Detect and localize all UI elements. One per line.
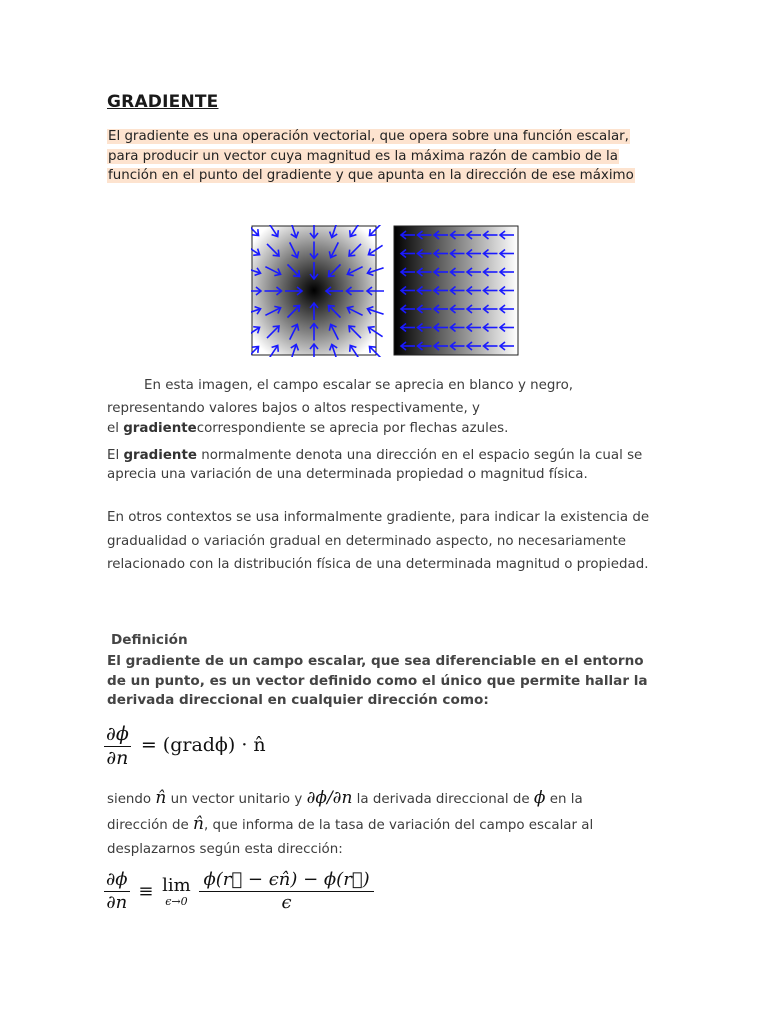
intro-paragraph [107, 127, 667, 186]
p2-prefix: El [107, 448, 124, 463]
p4-math-derivative: ∂ϕ/∂n [306, 788, 353, 808]
p1-line-1: En esta imagen, el campo escalar se aprecia en blanco y negro, [144, 378, 574, 393]
p4-math-nhat: n̂ [155, 788, 167, 808]
p4-line-1 [107, 786, 707, 812]
p2-bold-term: gradiente [123, 448, 197, 463]
intro-line-3: función en el punto del gradiente y que apunta en la dirección de ese máximo [108, 168, 634, 183]
p4-t5: dirección de [107, 818, 194, 833]
equation-limit-definition [104, 870, 374, 913]
intro-line-1: El gradiente es una operación vectorial, que opera sobre una función escalar, [108, 129, 629, 144]
eq2-rhs-denominator: ϵ [281, 891, 292, 913]
page-title: GRADIENTE [107, 92, 219, 112]
p4-t3: la derivada direccional de [352, 792, 534, 807]
intro-line-2: para producir un vector cuya magnitud es la máxima razón de cambio de la [108, 148, 618, 164]
p4-math-phi: ϕ [533, 788, 546, 808]
p1-line-3 [107, 419, 667, 439]
eq1-rhs: = (gradϕ) · n̂ [140, 734, 266, 757]
paragraph-other-contexts: En otros contextos se usa informalmente gradiente, para indicar la existencia de gradualidad o variación gradual en determinado aspecto, no necesariamente relacionado con la distribución física de una determinada magnitud o propiedad. [107, 510, 650, 572]
p4-t6: , que informa de la tasa de variación del campo escalar al [204, 818, 594, 833]
eq2-lhs-numerator: ∂ϕ [106, 869, 128, 890]
p1-suffix: correspondiente se aprecia por flechas azules. [196, 421, 509, 436]
definition-body: El gradiente de un campo escalar, que sea diferenciable en el entorno de un punto, es un vector definido como el único que permite hallar la derivada direccional en cualquier dirección como: [107, 653, 648, 708]
gradient-figure [251, 225, 519, 357]
eq2-lim: lim [162, 874, 191, 896]
eq2-limit [162, 876, 191, 907]
equation-directional-derivative [104, 724, 266, 769]
linear-field-panel [394, 226, 518, 355]
paragraph-image-description [107, 376, 667, 439]
eq1-fraction [104, 724, 131, 769]
p4-t1: siendo [107, 792, 156, 807]
eq1-numerator: ∂ϕ [106, 723, 129, 745]
p4-line-3: desplazarnos según esta dirección: [107, 842, 343, 857]
eq1-denominator: ∂n [106, 746, 129, 769]
eq2-equiv: ≡ [138, 880, 154, 902]
paragraph-gradient-direction [107, 446, 667, 484]
radial-field-panel [251, 225, 384, 357]
p4-line-2 [107, 812, 707, 838]
definition-heading: Definición [111, 632, 188, 648]
eq2-rhs-fraction [199, 870, 373, 913]
p1-prefix: el [107, 421, 124, 436]
p2-rest: normalmente denota una dirección en el espacio según la cual se aprecia una variación de una determinada propiedad o magnitud física. [107, 448, 643, 482]
p4-t4: en la [545, 792, 583, 807]
p4-t2: un vector unitario y [166, 792, 307, 807]
p1-bold-term: gradiente [123, 421, 197, 436]
p1-line-2: representando valores bajos o altos respectivamente, y [107, 401, 480, 416]
eq2-lhs-denominator: ∂n [106, 891, 128, 913]
eq2-lim-sub: ϵ→0 [165, 894, 188, 908]
paragraph-definition-explanation [107, 786, 707, 862]
eq2-rhs-numerator: ϕ(r⃗ − ϵn̂) − ϕ(r⃗) [199, 870, 373, 892]
eq2-lhs-fraction [104, 870, 130, 913]
p4-math-nhat-2: n̂ [193, 814, 204, 834]
